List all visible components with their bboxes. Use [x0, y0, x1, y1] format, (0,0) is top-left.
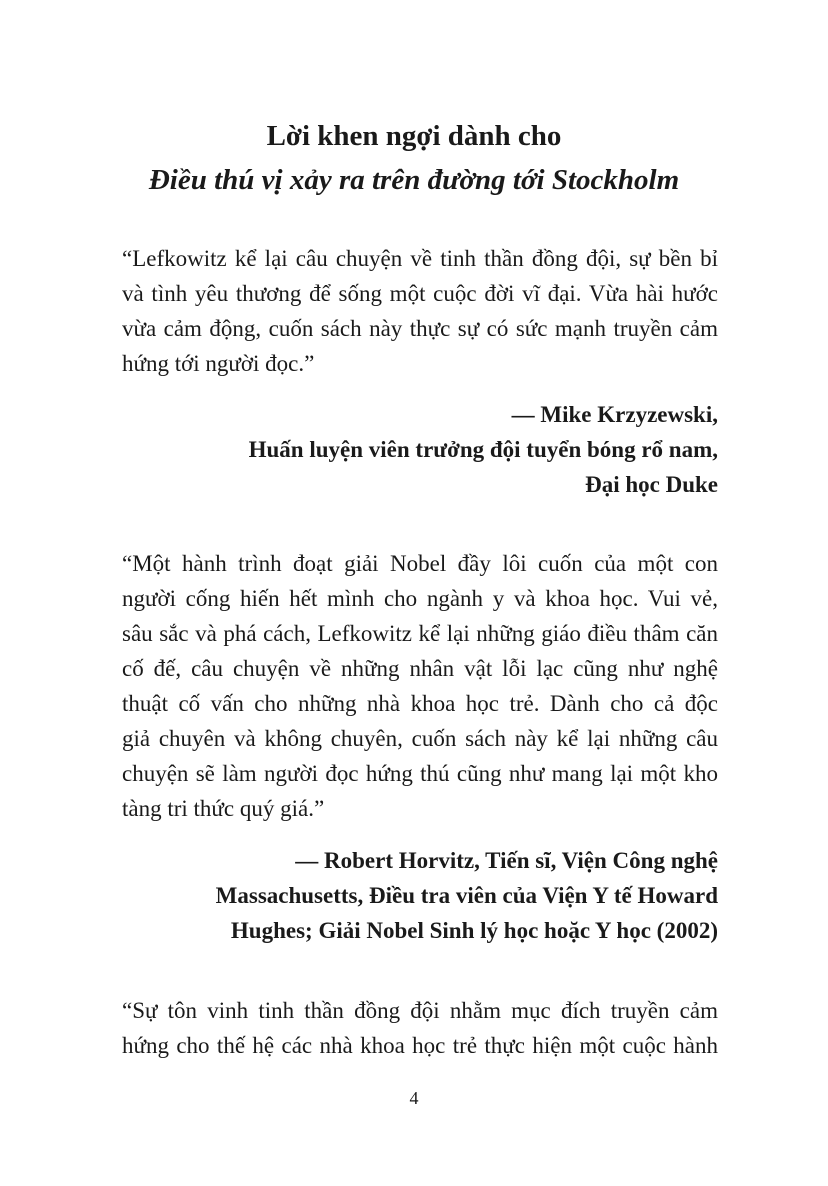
attribution-line: Massachusetts, Điều tra viên của Viện Y tế Howard [215, 883, 718, 908]
quote-line: và tình yêu thương để sống một cuộc đời vĩ đại. Vừa hài hước [122, 281, 718, 306]
quote-line: hứng tới người đọc.” [122, 351, 315, 376]
quote-line: sâu sắc và phá cách, Lefkowitz kể lại những giáo điều thâm căn [122, 621, 718, 646]
heading-book-title: Điều thú vị xảy ra trên đường tới Stockholm [148, 164, 680, 196]
quote-line: vừa cảm động, cuốn sách này thực sự có sức mạnh truyền cảm [122, 316, 718, 341]
quote-1-text [122, 241, 718, 381]
quote-line: “Sự tôn vinh tinh thần đồng đội nhằm mục đích truyền cảm [122, 998, 718, 1023]
quote-line: giả chuyên và không chuyên, cuốn sách này kể lại những câu [122, 726, 718, 751]
page-number: 4 [409, 1088, 419, 1108]
quote-2-attribution [122, 843, 718, 948]
attribution-line: Hughes; Giải Nobel Sinh lý học hoặc Y học (2002) [230, 918, 718, 943]
quote-3-text [122, 993, 718, 1063]
quote-line: tàng tri thức quý giá.” [122, 796, 325, 821]
quote-1-attribution [122, 397, 718, 502]
attribution-line: — Robert Horvitz, Tiến sĩ, Viện Công nghệ [295, 848, 718, 873]
quote-line: “Lefkowitz kể lại câu chuyện về tinh thần đồng đội, sự bền bỉ [122, 246, 718, 271]
attribution-line: Huấn luyện viên trưởng đội tuyển bóng rổ nam, [248, 437, 718, 462]
quote-line: cố đế, câu chuyện về những nhân vật lỗi lạc cũng như nghệ [122, 656, 718, 681]
quote-line: chuyện sẽ làm người đọc hứng thú cũng như mang lại một kho [122, 761, 718, 786]
heading-title: Lời khen ngợi dành cho [266, 120, 562, 152]
quote-line: thuật cố vấn cho những nhà khoa học trẻ. Dành cho cả độc [122, 691, 718, 716]
attribution-line: — Mike Krzyzewski, [511, 402, 718, 427]
quote-line: người cống hiến hết mình cho ngành y và khoa học. Vui vẻ, [122, 586, 718, 611]
attribution-line: Đại học Duke [585, 472, 718, 497]
quote-2-text [122, 546, 718, 826]
quote-line: hứng cho thế hệ các nhà khoa học trẻ thực hiện một cuộc hành [122, 1033, 718, 1058]
quote-line: “Một hành trình đoạt giải Nobel đầy lôi cuốn của một con [122, 551, 718, 576]
page-heading [100, 114, 728, 202]
